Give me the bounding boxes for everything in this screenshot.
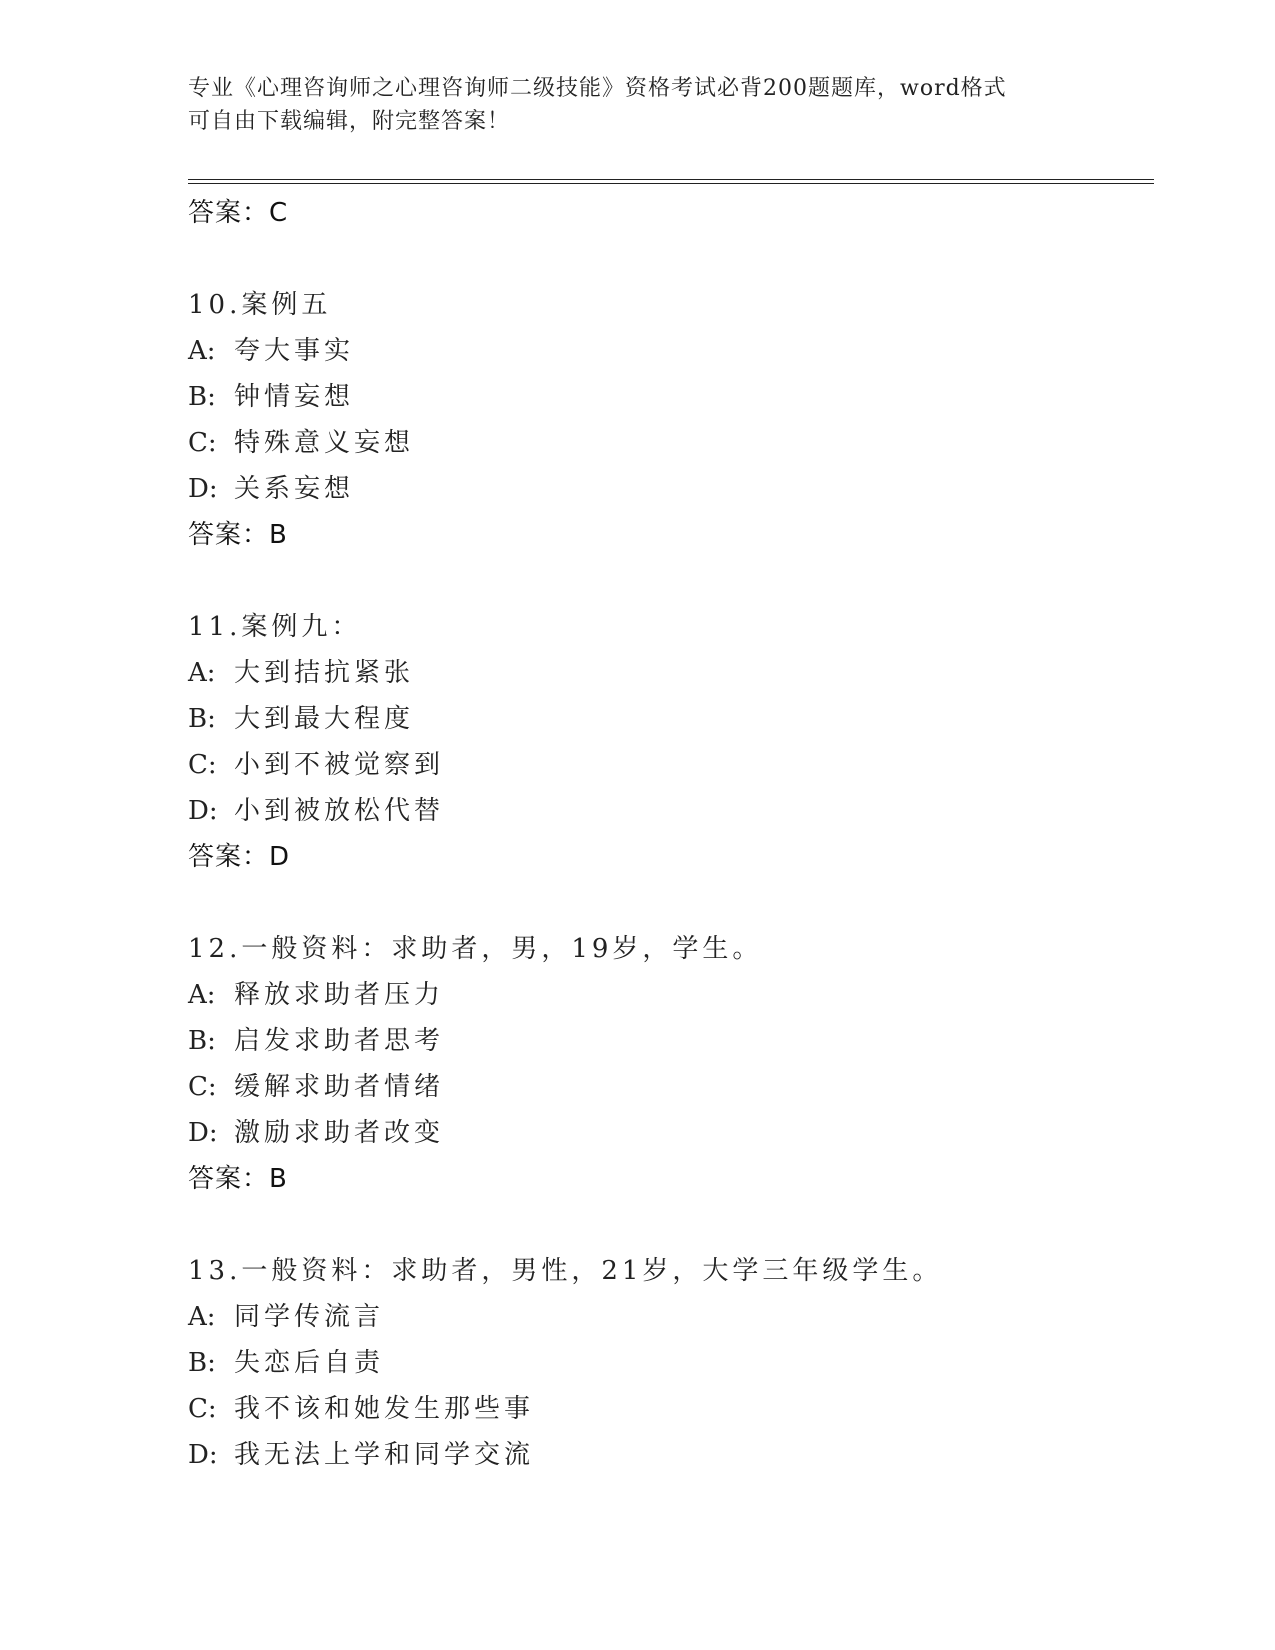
option-text: 我不该和她发生那些事: [234, 1394, 535, 1424]
spacer: [188, 880, 1154, 926]
option-a: [188, 328, 1154, 374]
option-text: 夸大事实: [234, 336, 355, 366]
answer-previous: 答案：C: [188, 198, 289, 228]
option-d: [188, 466, 1154, 512]
question-block-10: [188, 282, 1154, 558]
option-letter: B:: [188, 1348, 216, 1378]
option-letter: D:: [188, 1118, 218, 1148]
option-text: 我无法上学和同学交流: [234, 1440, 535, 1470]
header-divider-bottom: [188, 183, 1154, 184]
option-letter: C:: [188, 1394, 217, 1424]
option-b: [188, 1018, 1154, 1064]
option-c: [188, 742, 1154, 788]
question-block-12: [188, 926, 1154, 1202]
option-d: [188, 788, 1154, 834]
option-letter: D:: [188, 1440, 218, 1470]
option-d: [188, 1432, 1154, 1478]
option-letter: B:: [188, 1026, 216, 1056]
header-divider-top: [188, 179, 1154, 180]
answer: 答案：B: [188, 1164, 288, 1194]
header-line-2: 可自由下载编辑，附完整答案！: [188, 109, 511, 134]
option-text: 释放求助者压力: [234, 980, 445, 1010]
option-c: [188, 1386, 1154, 1432]
option-text: 大到拮抗紧张: [234, 658, 415, 688]
option-b: [188, 696, 1154, 742]
spacer: [188, 558, 1154, 604]
option-a: [188, 1294, 1154, 1340]
option-letter: A:: [188, 658, 216, 688]
option-text: 激励求助者改变: [234, 1118, 445, 1148]
option-letter: C:: [188, 750, 217, 780]
option-letter: D:: [188, 796, 218, 826]
option-text: 失恋后自责: [234, 1348, 385, 1378]
option-letter: C:: [188, 1072, 217, 1102]
option-text: 大到最大程度: [234, 704, 415, 734]
option-letter: D:: [188, 474, 218, 504]
option-a: [188, 972, 1154, 1018]
option-text: 启发求助者思考: [234, 1026, 445, 1056]
question-title: 12.一般资料：求助者，男，19岁，学生。: [188, 934, 763, 964]
answer: 答案：B: [188, 520, 288, 550]
option-text: 钟情妄想: [234, 382, 355, 412]
option-text: 小到不被觉察到: [234, 750, 445, 780]
option-b: [188, 1340, 1154, 1386]
option-letter: B:: [188, 382, 216, 412]
answer: 答案：D: [188, 842, 291, 872]
question-title: 10.案例五: [188, 290, 332, 320]
option-letter: A:: [188, 1302, 216, 1332]
option-text: 关系妄想: [234, 474, 355, 504]
question-title: 11.案例九：: [188, 612, 362, 642]
option-a: [188, 650, 1154, 696]
option-d: [188, 1110, 1154, 1156]
option-letter: A:: [188, 980, 216, 1010]
option-b: [188, 374, 1154, 420]
option-text: 特殊意义妄想: [234, 428, 415, 458]
option-text: 小到被放松代替: [234, 796, 445, 826]
question-list: [188, 190, 1154, 1478]
header-line-1: 专业《心理咨询师之心理咨询师二级技能》资格考试必背200题题库，word格式: [188, 76, 1007, 101]
option-text: 同学传流言: [234, 1302, 385, 1332]
question-block-13: [188, 1248, 1154, 1478]
document-header: [188, 72, 1088, 138]
option-text: 缓解求助者情绪: [234, 1072, 445, 1102]
spacer: [188, 236, 1154, 282]
question-title: 13.一般资料：求助者，男性，21岁，大学三年级学生。: [188, 1256, 943, 1286]
option-c: [188, 420, 1154, 466]
option-letter: C:: [188, 428, 217, 458]
question-block-11: [188, 604, 1154, 880]
option-c: [188, 1064, 1154, 1110]
spacer: [188, 1202, 1154, 1248]
option-letter: B:: [188, 704, 216, 734]
option-letter: A:: [188, 336, 216, 366]
